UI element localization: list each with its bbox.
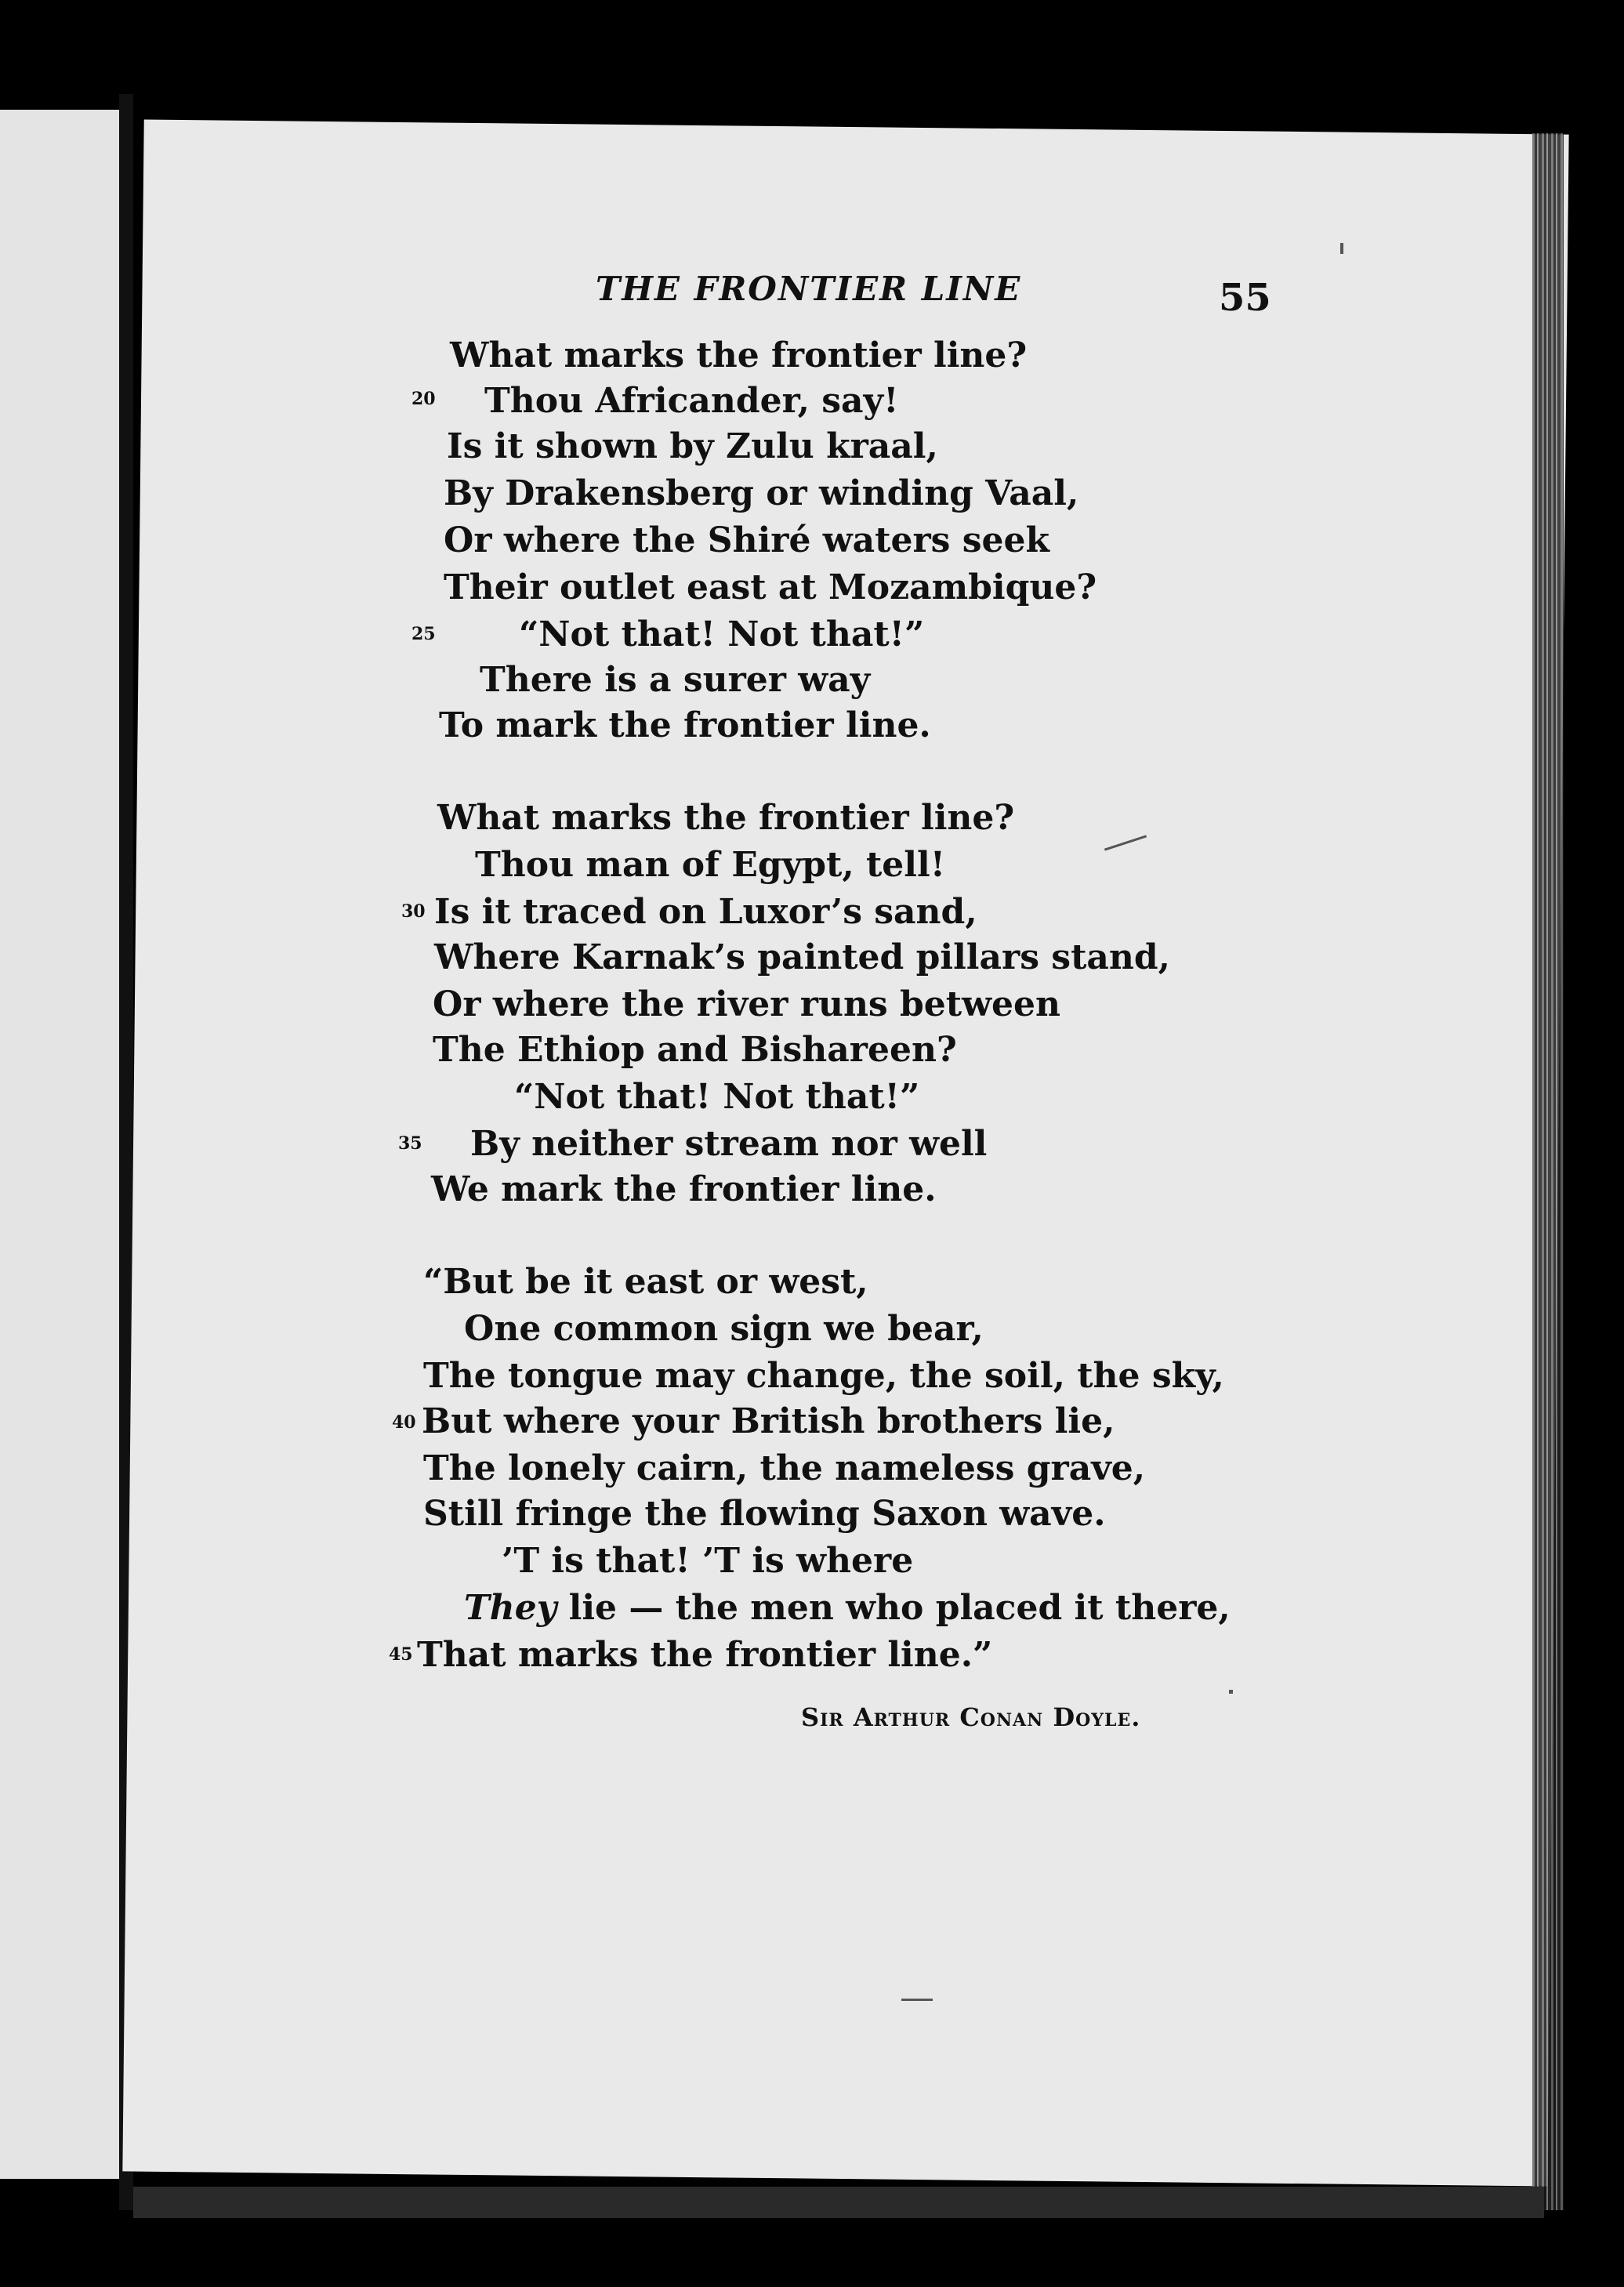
scan-mark xyxy=(1229,1690,1233,1694)
line-number: 30 xyxy=(401,901,426,922)
running-head-title: THE FRONTIER LINE xyxy=(596,270,1022,308)
scan-mark xyxy=(901,1999,933,2001)
facing-page-edge xyxy=(0,110,119,2179)
poem-line: The lonely cairn, the nameless grave, xyxy=(423,1448,1146,1488)
scan-mark xyxy=(1340,243,1343,254)
poem-line: “Not that! Not that!” xyxy=(519,614,925,654)
author-attribution: Sir Arthur Conan Doyle. xyxy=(801,1702,1141,1732)
poem-line: Their outlet east at Mozambique? xyxy=(444,567,1097,607)
line-number: 35 xyxy=(398,1133,422,1154)
line-number: 40 xyxy=(392,1412,416,1433)
poem-line: We mark the frontier line. xyxy=(431,1169,937,1209)
poem-line: There is a surer way xyxy=(480,660,871,700)
poem-line: What marks the frontier line? xyxy=(437,798,1015,838)
poem-line: Is it traced on Luxor’s sand, xyxy=(434,892,977,932)
poem-line: What marks the frontier line? xyxy=(450,335,1028,375)
poem-line: Or where the river runs between xyxy=(433,984,1060,1024)
page-number: 55 xyxy=(1219,276,1271,320)
poem-line-emphasis: They xyxy=(464,1588,557,1628)
page-fore-edge xyxy=(1532,133,1564,2210)
poem-line: To mark the frontier line. xyxy=(439,705,931,745)
poem-line: ’T is that! ’T is where xyxy=(502,1541,914,1581)
line-number: 25 xyxy=(411,624,436,644)
poem-line: By neither stream nor well xyxy=(470,1124,988,1164)
line-number: 20 xyxy=(411,389,436,409)
poem-line xyxy=(464,1588,1231,1628)
poem-line: Thou man of Egypt, tell! xyxy=(475,845,946,885)
poem-line-rest: lie — the men who placed it there, xyxy=(556,1588,1231,1628)
poem-line: The Ethiop and Bishareen? xyxy=(433,1030,957,1070)
poem-line: “Not that! Not that!” xyxy=(514,1077,920,1117)
line-number: 45 xyxy=(389,1644,413,1665)
poem-line: Is it shown by Zulu kraal, xyxy=(447,426,938,466)
poem-line: The tongue may change, the soil, the sky, xyxy=(423,1356,1224,1396)
poem-line: Where Karnak’s painted pillars stand, xyxy=(434,937,1170,977)
poem-line: Or where the Shiré waters seek xyxy=(444,520,1050,560)
poem-line: That marks the frontier line.” xyxy=(417,1635,993,1675)
page-bottom-shadow xyxy=(133,2187,1544,2218)
poem-line: By Drakensberg or winding Vaal, xyxy=(444,473,1079,513)
poem-line: But where your British brothers lie, xyxy=(422,1401,1115,1441)
poem-line: “But be it east or west, xyxy=(423,1262,868,1302)
poem-line: Thou Africander, say! xyxy=(484,381,899,421)
poem-line: One common sign we bear, xyxy=(464,1309,984,1349)
poem-line: Still fringe the flowing Saxon wave. xyxy=(423,1494,1106,1534)
